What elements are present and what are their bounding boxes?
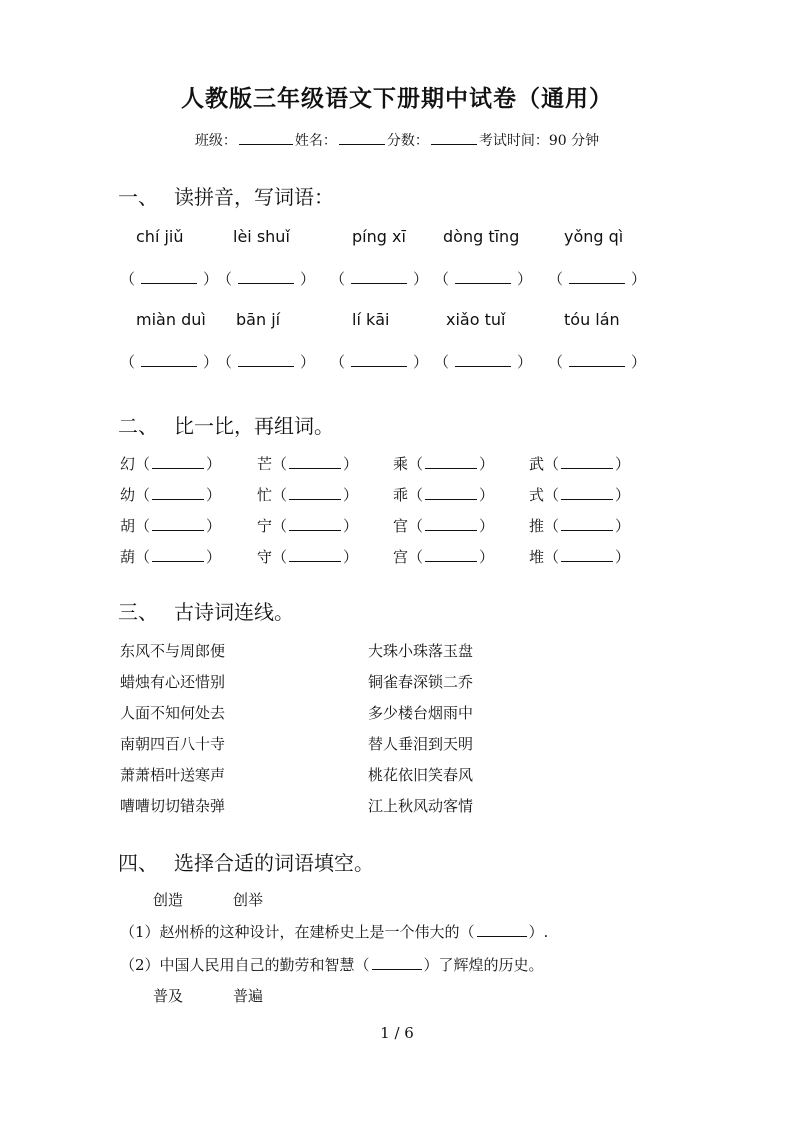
- poem-left-line[interactable]: 嘈嘈切切错杂弹: [120, 797, 226, 815]
- compare-item[interactable]: 芒（ ）: [257, 455, 359, 473]
- score-blank: [431, 130, 477, 145]
- section-4-number: 四、: [118, 851, 158, 875]
- pinyin-1: chí jiǔ: [136, 227, 184, 246]
- answer-blank[interactable]: （ ）: [217, 270, 316, 288]
- page-number: 1 / 6: [380, 1024, 414, 1042]
- answer-blank[interactable]: （ ）: [548, 353, 647, 371]
- section-3-heading: [118, 596, 294, 625]
- pinyin-6: miàn duì: [136, 310, 206, 329]
- answer-blank[interactable]: （ ）: [330, 270, 429, 288]
- answer-blank[interactable]: （ ）: [217, 353, 316, 371]
- section-2-title: 比一比，再组词。: [174, 414, 334, 438]
- poem-left-line[interactable]: 萧萧梧叶送寒声: [120, 766, 226, 784]
- compare-item[interactable]: 官（ ）: [393, 517, 495, 535]
- section-2-heading: [118, 410, 334, 439]
- name-label: 姓名：: [294, 133, 337, 149]
- pinyin-5: yǒng qì: [564, 227, 624, 246]
- class-label: 班级：: [194, 133, 237, 149]
- answer-blank[interactable]: （ ）: [548, 270, 647, 288]
- compare-item[interactable]: 葫（ ）: [120, 548, 222, 566]
- poem-right-line[interactable]: 替人垂泪到天明: [368, 735, 474, 753]
- section-4-heading: [118, 847, 374, 876]
- poem-right-line[interactable]: 桃花依旧笑春风: [368, 766, 474, 784]
- compare-item[interactable]: 式（ ）: [529, 486, 631, 504]
- pinyin-3: píng xī: [352, 227, 406, 246]
- poem-right-line[interactable]: 大珠小珠落玉盘: [368, 642, 474, 660]
- pinyin-4: dòng tīng: [443, 227, 520, 246]
- section-3-number: 三、: [118, 600, 158, 624]
- page-title: 人教版三年级语文下册期中试卷（通用）: [181, 85, 613, 112]
- poem-left-line[interactable]: 蜡烛有心还惜别: [120, 673, 226, 691]
- pinyin-9: xiǎo tuǐ: [446, 310, 506, 329]
- name-blank: [339, 130, 385, 145]
- poem-right-line[interactable]: 江上秋风动客情: [368, 797, 474, 815]
- word-option: 普遍: [233, 987, 264, 1005]
- compare-item[interactable]: 胡（ ）: [120, 517, 222, 535]
- answer-blank[interactable]: （ ）: [434, 270, 533, 288]
- compare-item[interactable]: 推（ ）: [529, 517, 631, 535]
- answer-blank[interactable]: [477, 923, 527, 937]
- compare-item[interactable]: 乘（ ）: [393, 455, 495, 473]
- pinyin-8: lí kāi: [352, 310, 390, 329]
- compare-item[interactable]: 宫（ ）: [393, 548, 495, 566]
- pinyin-7: bān jí: [236, 310, 281, 329]
- compare-item[interactable]: 宁（ ）: [257, 517, 359, 535]
- answer-blank[interactable]: （ ）: [120, 353, 219, 371]
- class-blank: [239, 130, 293, 145]
- word-option: 普及: [153, 987, 184, 1005]
- compare-item[interactable]: 幻（ ）: [120, 455, 222, 473]
- section-2-number: 二、: [118, 414, 158, 438]
- poem-left-line[interactable]: 东风不与周郎便: [120, 642, 226, 660]
- word-option: 创举: [233, 891, 264, 909]
- pinyin-2: lèi shuǐ: [233, 227, 290, 246]
- word-option: 创造: [153, 891, 184, 909]
- poem-right-line[interactable]: 多少楼台烟雨中: [368, 704, 474, 722]
- section-3-title: 古诗词连线。: [174, 600, 294, 624]
- poem-left-line[interactable]: 南朝四百八十寺: [120, 735, 226, 753]
- compare-item[interactable]: 守（ ）: [257, 548, 359, 566]
- answer-blank[interactable]: （ ）: [434, 353, 533, 371]
- answer-blank[interactable]: （ ）: [120, 270, 219, 288]
- time-label: 考试时间：90 分钟: [478, 133, 600, 149]
- answer-blank[interactable]: [372, 956, 422, 970]
- question-1: （1）赵州桥的这种设计，在建桥史上是一个伟大的（ ）.: [120, 923, 549, 941]
- poem-left-line[interactable]: 人面不知何处去: [120, 704, 226, 722]
- section-1-number: 一、: [118, 185, 158, 209]
- compare-item[interactable]: 堆（ ）: [529, 548, 631, 566]
- section-1-title: 读拼音，写词语：: [174, 185, 334, 209]
- compare-item[interactable]: 幼（ ）: [120, 486, 222, 504]
- compare-item[interactable]: 武（ ）: [529, 455, 631, 473]
- section-4-title: 选择合适的词语填空。: [174, 851, 374, 875]
- score-label: 分数：: [386, 133, 429, 149]
- answer-blank[interactable]: （ ）: [330, 353, 429, 371]
- poem-right-line[interactable]: 铜雀春深锁二乔: [368, 673, 474, 691]
- section-1-heading: [118, 181, 334, 210]
- compare-item[interactable]: 乖（ ）: [393, 486, 495, 504]
- pinyin-10: tóu lán: [564, 310, 620, 329]
- student-info-line: [0, 130, 794, 150]
- question-2: （2）中国人民用自己的勤劳和智慧（ ）了辉煌的历史。: [120, 956, 544, 974]
- compare-item[interactable]: 忙（ ）: [257, 486, 359, 504]
